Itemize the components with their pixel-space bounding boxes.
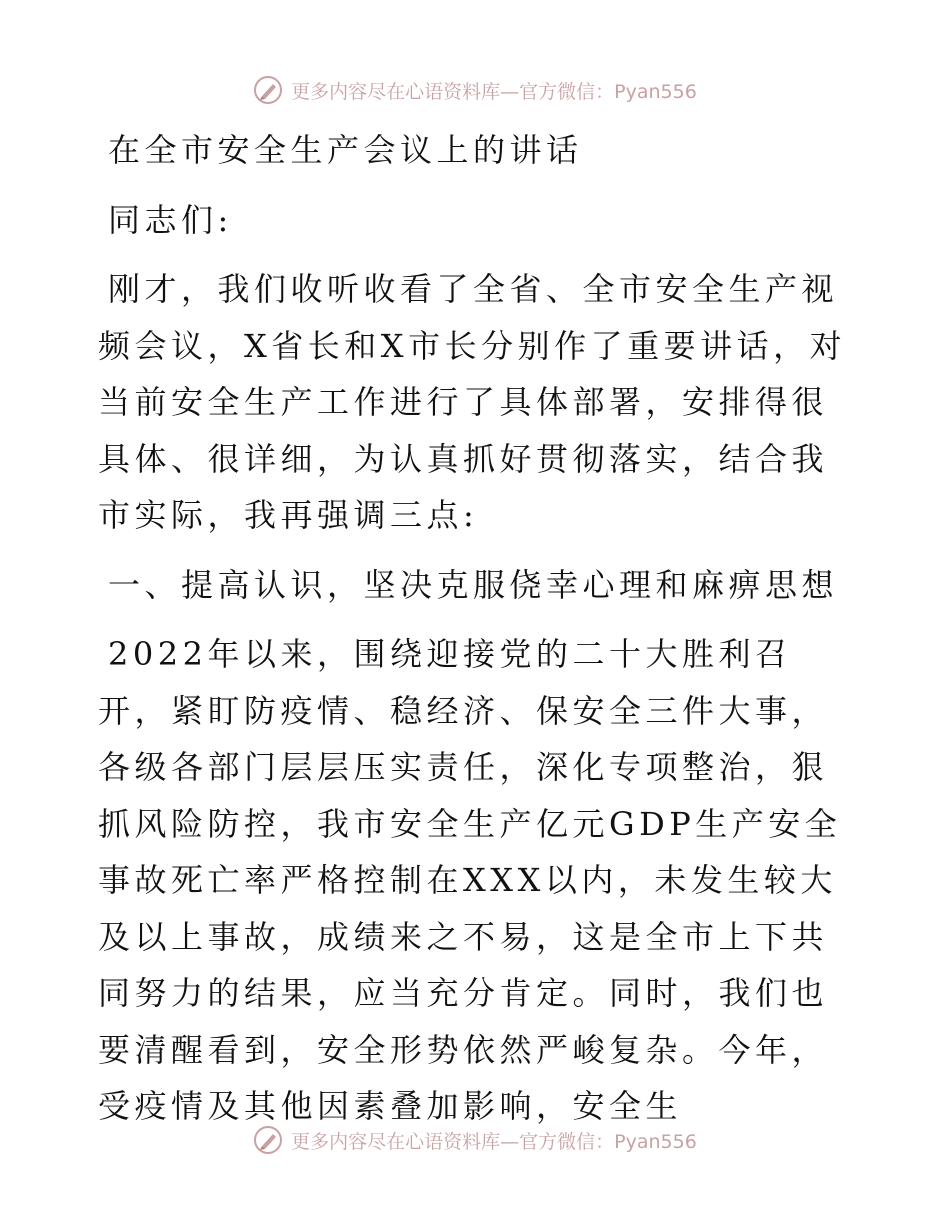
pen-logo-icon xyxy=(253,75,283,105)
watermark-wechat-id: Pyan556 xyxy=(614,1130,697,1153)
section-heading-1: 一、提高认识，坚决克服侥幸心理和麻痹思想 xyxy=(108,565,839,604)
watermark-wechat-id: Pyan556 xyxy=(614,80,697,103)
watermark-text xyxy=(291,1127,697,1154)
watermark-cn-text: 更多内容尽在心语资料库—官方微信： xyxy=(291,80,615,103)
paragraph-2: 2022年以来，围绕迎接党的二十大胜利召开，紧盯防疫情、稳经济、保安全三件大事，各级各部门层层压实责任，深化专项整治，狠抓风险防控，我市安全生产亿元GDP生产安全事故死亡率严格控制在XXX以内，未发生较大及以上事故，成绩来之不易，这是全市上下共同努力的结果，应当充分肯定。同时，我们也要清醒看到，安全形势依然严峻复杂。今年，受疫情及其他因素叠加影响，安全生 xyxy=(98,635,842,1125)
watermark-cn-text: 更多内容尽在心语资料库—官方微信： xyxy=(291,1130,615,1153)
salutation: 同志们: xyxy=(108,200,233,239)
pen-logo-icon xyxy=(253,1125,283,1155)
paragraph-1: 刚才，我们收听收看了全省、全市安全生产视频会议，X省长和X市长分别作了重要讲话，对当前安全生产工作进行了具体部署，安排得很具体、很详细，为认真抓好贯彻落实，结合我市实际，我再强调三点: xyxy=(98,270,847,534)
watermark-text xyxy=(291,77,697,104)
footer-watermark xyxy=(0,1120,950,1160)
header-watermark xyxy=(0,70,950,110)
document-body xyxy=(98,122,852,1148)
document-title: 在全市安全生产会议上的讲话 xyxy=(108,131,583,169)
